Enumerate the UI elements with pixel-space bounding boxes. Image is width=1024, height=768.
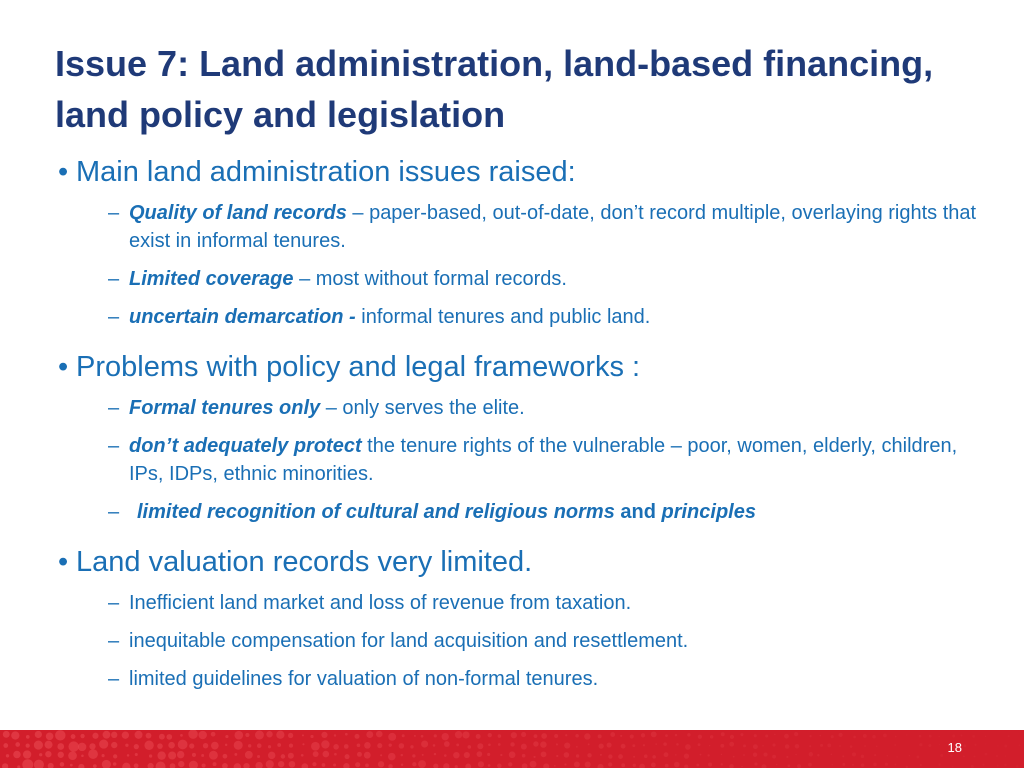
sub-bullet-emphasis: uncertain demarcation - [129, 306, 356, 328]
sub-bullet-emphasis: Formal tenures only [129, 397, 321, 419]
slide-title: Issue 7: Land administration, land-based financing, land policy and legislation [55, 43, 934, 135]
sub-bullet-text: – paper-based, out-of-date, don’t record multiple, overlaying rights that exist in informal tenures. [129, 202, 977, 252]
dash-icon: – [108, 435, 120, 457]
dash-icon: – [108, 202, 120, 224]
dash-icon: – [108, 630, 120, 652]
sub-bullet [108, 665, 988, 693]
bullet-point [58, 540, 988, 584]
bullet-icon: • [58, 351, 69, 383]
page-number: 18 [947, 740, 962, 755]
dash-icon: – [108, 592, 120, 614]
sub-bullet-emphasis: limited recognition of cultural and religious norms [137, 501, 615, 523]
dash-icon: – [108, 397, 120, 419]
sub-bullet-emphasis: Quality of land records [129, 202, 347, 224]
sub-bullet [108, 199, 988, 255]
slide-body [58, 150, 988, 693]
sub-bullet-connector: and [614, 501, 662, 523]
footer-bar [0, 730, 1024, 768]
bullet-text: Problems with policy and legal frameworks : [76, 351, 641, 383]
bullet-section [58, 150, 988, 331]
sub-bullet-text: – most without formal records. [293, 268, 567, 290]
sub-bullet-text: informal tenures and public land. [355, 306, 651, 328]
sub-bullet-text: the tenure rights of the vulnerable – poor, women, elderly, children, IPs, IDPs, ethnic minorities. [129, 435, 958, 485]
dash-icon: – [108, 306, 120, 328]
bullet-point [58, 150, 988, 194]
bullet-point [58, 345, 988, 389]
sub-bullet-text: limited guidelines for valuation of non-formal tenures. [129, 668, 599, 690]
sub-bullet [108, 265, 988, 293]
dash-icon: – [108, 501, 120, 523]
sub-bullet [108, 432, 988, 488]
sub-bullet [108, 589, 988, 617]
bullet-icon: • [58, 546, 69, 578]
sub-bullet-text: Inefficient land market and loss of revenue from taxation. [129, 592, 632, 614]
bullet-section [58, 345, 988, 526]
sub-bullet-emphasis: principles [661, 501, 756, 523]
sub-bullet-emphasis: don’t adequately protect [129, 435, 362, 457]
sub-bullet-text: – only serves the elite. [320, 397, 525, 419]
sub-bullet-emphasis: Limited coverage [129, 268, 294, 290]
sub-bullet [108, 627, 988, 655]
bullet-text: Land valuation records very limited. [76, 546, 533, 578]
bullet-text: Main land administration issues raised: [76, 156, 576, 188]
sub-bullet [108, 498, 988, 526]
bullet-section [58, 540, 988, 693]
bullet-icon: • [58, 156, 69, 188]
dash-icon: – [108, 268, 120, 290]
sub-bullet [108, 303, 988, 331]
dash-icon: – [108, 668, 120, 690]
sub-bullet-text: inequitable compensation for land acquisition and resettlement. [129, 630, 689, 652]
footer-dot-pattern [0, 730, 1024, 768]
sub-bullet [108, 394, 988, 422]
